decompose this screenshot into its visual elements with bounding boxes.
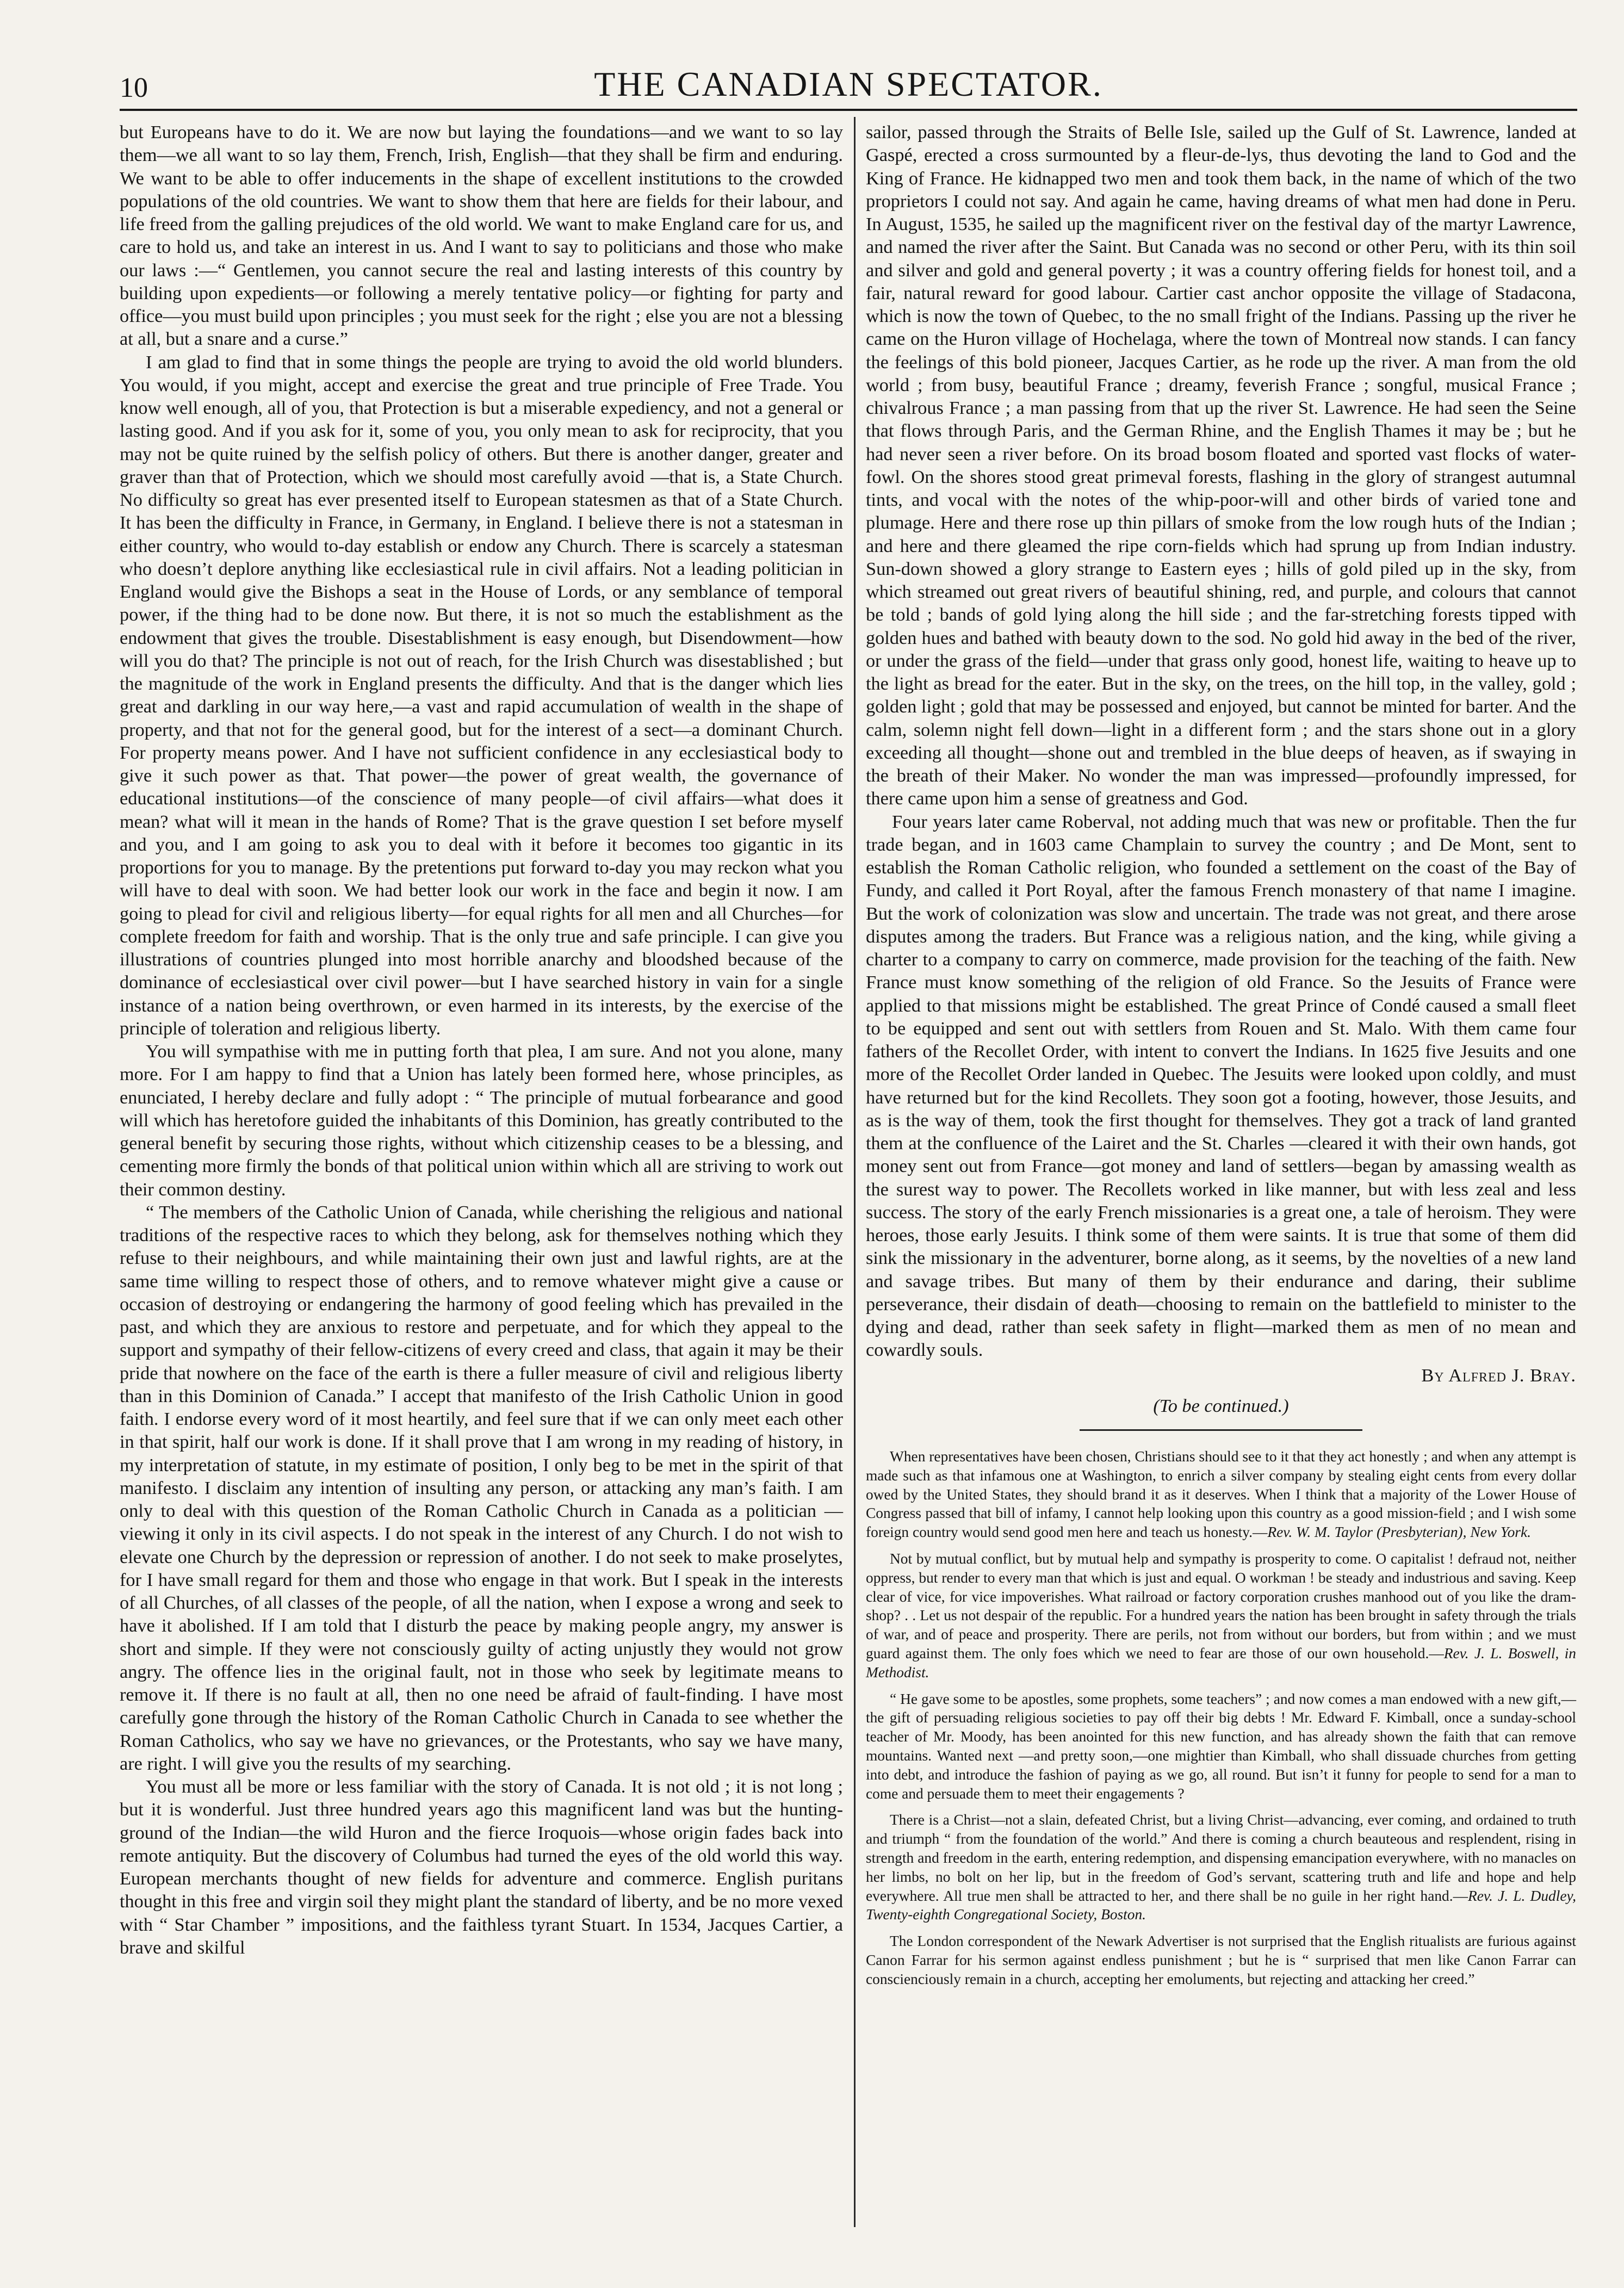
note-text: When representatives have been chosen, Christians should see to it that they act honestly ; and when any attempt is made such as that infamous one at Washington, to enrich a silver company by stealing eight cents from every dollar owed by the United States, they should brand it as it deserves. When I think that a majority of the Lower House of Congress passed that bill of infamy, I cannot help looking upon this country as a good mission-field ; and I wish some foreign country would send good men here and teach us honesty.— bbox=[866, 1448, 1576, 1541]
note-text: The London correspondent of the Newark Advertiser is not surprised that the English ritualists are furious against Canon Farrar for his sermon against endless punishment ; but he is “ surprised that men like Canon Farrar can conscienciously remain in a church, accepting her emoluments, but rejecting and attacking her creed.” bbox=[866, 1933, 1576, 1987]
note-paragraph bbox=[866, 1690, 1576, 1803]
note-paragraph bbox=[866, 1447, 1576, 1542]
section-rule bbox=[1080, 1429, 1362, 1431]
header-rule bbox=[120, 109, 1577, 111]
note-text: Not by mutual conflict, but by mutual help and sympathy is prosperity to come. O capitalist ! defraud not, neither oppress, but render to every man that which is just and equal. O workman ! be steady and industrious and saving. Keep clear of vice, for vice impoverishes. What railroad or factory corporation crushes manhood out of you like the dram-shop? . . Let us not despair of the republic. For a hundred years the nation has been brought in safety through the trials of war, and of peace and prosperity. There are perils, not from without our borders, but from within ; and we must guard against them. The only foes which we need to fear are those of our own household.— bbox=[866, 1550, 1576, 1661]
page-number: 10 bbox=[120, 72, 148, 103]
notes-section bbox=[866, 1447, 1576, 1989]
note-source: Rev. W. M. Taylor (Presbyterian), New York. bbox=[1267, 1524, 1531, 1541]
article-paragraph: You will sympathise with me in putting forth that plea, I am sure. And not you alone, many more. For I am happy to find that a Union has lately been formed here, whose principles, as enunciated, I hereby declare and fully adopt : “ The principle of mutual forbearance and good will which has heretofore guided the inhabitants of this Dominion, has greatly contributed to the general benefit by securing those rights, without which citizenship ceases to be a blessing, and cementing more firmly the bonds of that political union within which all are striving to work out their common destiny. bbox=[120, 1041, 843, 1200]
page-header bbox=[120, 64, 1577, 108]
left-column bbox=[120, 121, 843, 1959]
note-text: “ He gave some to be apostles, some prophets, some teachers” ; and now comes a man endowed with a new gift,—the gift of persuading religious societies to pay off their big debts ! Mr. Edward F. Kimball, once a sunday-school teacher of Mr. Moody, has been anointed for this new function, and has already shown the faith that can remove mountains. Wanted next —and pretty soon,—one mightier than Kimball, who shall dissuade churches from getting into debt, and introduce the fashion of paying as we go, all round. But isn’t it funny for people to send for a man to come and persuade them to meet their engagements ? bbox=[866, 1690, 1576, 1802]
note-paragraph bbox=[866, 1810, 1576, 1924]
note-source: Rev. J. L. Boswell, in Methodist. bbox=[866, 1645, 1576, 1681]
article-paragraph: I am glad to find that in some things the people are trying to avoid the old world blunders. You would, if you might, accept and exercise the great and true principle of Free Trade. You know well enough, all of you, that Protection is but a miserable expediency, and not a general or lasting good. And if you ask for it, some of you, you only mean to ask for reciprocity, that you may not be quite ruined by the selfish policy of others. But there is another danger, greater and graver than that of Protection, which we should most carefully avoid —that is, a State Church. No difficulty so great has ever presented itself to European statesmen as that of a State Church. It has been the difficulty in France, in Germany, in England. I believe there is not a statesman in either country, who would to-day establish or endow any Church. There is scarcely a statesman who doesn’t deplore anything like ecclesiastical rule in civil affairs. Not a leading politician in England would give the Bishops a seat in the House of Lords, or any semblance of temporal power, if the thing had to be done now. But there, it is not so much the establishment as the endowment that gives the trouble. Disestablishment is easy enough, but Disendowment—how will you do that? The principle is not out of reach, for the Irish Church was disestablished ; but the magnitude of the work in England presents the difficulty. And that is the danger which lies great and darkling in our way here,—a vast and rapid accumulation of wealth in the shape of property, and that not for the general good, but for the interest of a sect—a dominant Church. For property means power. And I have not sufficient confidence in any ecclesiastical body to give it such power as that. That power—the power of great wealth, the governance of educational institutions—of the conscience of many people—of civil affairs—what does it mean? what will it mean in the hands of Rome? That is the grave question I set before myself and you, and I am going to ask you to deal with it before it becomes too gigantic in its proportions for you to manage. By the pretentions put forward to-day you may reckon what you will have to deal with soon. We had better look our work in the face and begin it now. I am going to plead for civil and religious liberty—for equal rights for all men and all Churches—for complete freedom for faith and worship. That is the only true and safe principle. I can give you illustrations of countries plunged into most horrible anarchy and bloodshed because of the dominance of ecclesiastical over civil power—but I have searched history in vain for a single instance of a nation being overthrown, or even harmed in its interests, by the exercise of the principle of toleration and religious liberty. bbox=[120, 351, 843, 1039]
note-paragraph bbox=[866, 1549, 1576, 1682]
article-paragraph: sailor, passed through the Straits of Belle Isle, sailed up the Gulf of St. Lawrence, landed at Gaspé, erected a cross surmounted by a fleur-de-lys, thus devoting the land to God and the King of France. He kidnapped two men and took them back, in the name of which of the two proprietors I could not say. And again he came, having dreams of what men had done in Peru. In August, 1535, he sailed up the magnificent river on the festival day of the martyr Lawrence, and named the river after the Saint. But Canada was no second or other Peru, with its thin soil and silver and gold and general poverty ; it was a country offering fields for honest toil, and a fair, natural reward for good labour. Cartier cast anchor opposite the village of Stadacona, which is now the town of Quebec, to the no small fright of the Indians. Passing up the river he came on the Huron village of Hochelaga, where the town of Montreal now stands. I can fancy the feelings of this bold pioneer, Jacques Cartier, as he rode up the river. A man from the old world ; from busy, beautiful France ; dreamy, feverish France ; songful, musical France ; chivalrous France ; a man passing from that up the river St. Lawrence. He had seen the Seine that flows through Paris, and the German Rhine, and the English Thames it may be ; but he had never seen a river before. On its broad bosom floated and sported vast flocks of water-fowl. On the shores stood great primeval forests, flashing in the glory of strangest autumnal tints, and vocal with the notes of the whip-poor-will and other birds of varied tone and plumage. Here and there rose up thin pillars of smoke from the low rough huts of the Indian ; and here and there gleamed the ripe corn-fields which had sprung up from Indian industry. Sun-down showed a glory strange to Eastern eyes ; hills of gold piled up in the sky, from which streamed out great rivers of beautiful shining, red, and purple, and colours that cannot be told ; bands of gold lying along the hill side ; and the far-stretching forests tipped with golden hues and bathed with beauty down to the sod. No gold hid away in the bed of the river, or under the grass of the field—under that grass only good, honest life, waiting to heave up to the light as bread for the eater. But in the sky, on the trees, on the hill top, in the valley, gold ; golden light ; gold that may be possessed and enjoyed, but cannot be minted for barter. And the calm, solemn night fell down—light in a different form ; and the stars shone out in a glory exceeding all thought—shone out and trembled in the blue deeps of heaven, as if swaying in the breath of their Maker. No wonder the man was impressed—profoundly impressed, for there came upon him a sense of greatness and God. bbox=[866, 122, 1576, 809]
article-paragraph: but Europeans have to do it. We are now but laying the foundations—and we want to so lay them—we all want to so lay them, French, Irish, English—that they shall be firm and enduring. We want to be able to offer inducements in the shape of excellent institutions to the crowded populations of the old countries. We want to show them that here are fields for their labour, and life freed from the galling prejudices of the old world. We want to make England care for us, and care to hold us, and take an interest in us. And I want to say to politicians and those who make our laws :—“ Gentlemen, you cannot secure the real and lasting interests of this country by building upon expedients—or following a merely tentative policy—or fighting for party and office—you must build upon principles ; you must seek for the right ; else you are not a blessing at all, but a snare and a curse.” bbox=[120, 122, 843, 350]
column-divider bbox=[854, 117, 856, 2227]
article-paragraph: “ The members of the Catholic Union of Canada, while cherishing the religious and national traditions of the respective races to which they belong, ask for themselves nothing which they refuse to their neighbours, and while maintaining their own just and lawful rights, are at the same time willing to respect those of others, and to remove whatever might give a cause or occasion of destroying or endangering the harmony of good feeling which has prevailed in the past, and which they are anxious to restore and perpetuate, and for which they appeal to the support and sympathy of their fellow-citizens of every creed and class, that again it may be their pride that nowhere on the face of the earth is there a fuller measure of civil and religious liberty than in this Dominion of Canada.” I accept that manifesto of the Irish Catholic Union in good faith. I endorse every word of it most heartily, and feel sure that if we can only meet each other in that spirit, half our work is done. If it shall prove that I am wrong in my reading of history, in my interpretation of statute, in my estimate of position, I only beg to be met in the spirit of that manifesto. I disclaim any intention of insulting any person, or attacking any man’s faith. I am only to deal with this question of the Roman Catholic Church in Canada as a politician —viewing it only in its civil aspects. I do not speak in the interest of any Church. I do not wish to elevate one Church by the depression or repression of another. I do not seek to make proselytes, for I have small regard for them and those who engage in that work. But I speak in the interests of all Churches, of all classes of the people, of all the nation, when I expose a wrong and seek to have it abolished. If I am told that I disturb the peace by making people angry, my answer is short and simple. If they were not consciously guilty of acting unjustly they would not grow angry. The offence lies in the original fault, not in those who seek by legitimate means to remove it. If there is no fault at all, then no one need be afraid of fault-finding. I have most carefully gone through the history of the Roman Catholic Church in Canada to see whether the Roman Catholics, who say we have no grievances, or the Protestants, who say we have many, are right. I will give you the results of my searching. bbox=[120, 1201, 843, 1774]
note-source: Rev. J. L. Dudley, Twenty-eighth Congregational Society, Boston. bbox=[866, 1887, 1576, 1923]
article-paragraph: You must all be more or less familiar with the story of Canada. It is not old ; it is not long ; but it is wonderful. Just three hundred years ago this magnificent land was but the hunting-ground of the Indian—the wild Huron and the fierce Iroquois—whose origin fades back into remote antiquity. But the discovery of Columbus had turned the eyes of the old world this way. European merchants thought of new fields for adventure and commerce. English puritans thought in this free and virgin soil they might plant the standard of liberty, and be no more vexed with “ Star Chamber ” impositions, and the faithless tyrant Stuart. In 1534, Jacques Cartier, a brave and skilful bbox=[120, 1776, 843, 1958]
note-text: There is a Christ—not a slain, defeated Christ, but a living Christ—advancing, ever coming, and ordained to truth and triumph “ from the foundation of the world.” And there is coming a church beauteous and resplendent, rising in strength and freedom in the earth, entering redemption, and dispensing emancipation everywhere, with no manacles on her limbs, no bolt on her lip, but in the freedom of God’s servant, scattering truth and life and hope and help everywhere. All true men shall be attracted to her, and there shall be no guile in her right hand.— bbox=[866, 1812, 1576, 1904]
article-paragraph: Four years later came Roberval, not adding much that was new or profitable. Then the fur trade began, and in 1603 came Champlain to survey the country ; and De Mont, sent to establish the Roman Catholic religion, who founded a settlement on the coast of the Bay of Fundy, and called it Port Royal, after the famous French monastery of that name I imagine. But the work of colonization was slow and uncertain. The trade was not great, and there arose disputes among the traders. But France was a religious nation, and the king, while giving a charter to a company to carry on commerce, made provision for the teaching of the faith. New France must know something of the religion of old France. So the Jesuits of France were applied to that missions might be established. The great Prince of Condé caused a small fleet to be equipped and sent out with settlers from Rouen and St. Malo. With them came four fathers of the Recollet Order, with intent to convert the Indians. In 1625 five Jesuits and one more of the Recollet Order landed in Quebec. The Jesuits were looked upon coldly, and must have returned but for the kind Recollets. They soon got a footing, however, those Jesuits, and as is the way of them, took the first thought for themselves. They got a track of land granted them at the confluence of the Lairet and the St. Charles —cleared it with their own hands, got money sent out from France—got money and land of settlers—began by amassing wealth as the surest way to power. The Recollets worked in like manner, but with less zeal and less success. The story of the early French missionaries is a great one, a tale of heroism. They were heroes, those early Jesuits. I think some of them were saints. It is true that some of them did sink the missionary in the adventurer, borne along, as it seems, by the novelties of a new land and savage tribes. But many of them by their endurance and daring, their sublime perseverance, their disdain of death—choosing to remain on the battlefield to minister to the dying and dead, rather than seek safety in flight—marked them as men of no mean and cowardly souls. bbox=[866, 811, 1576, 1361]
byline: By Alfred J. Bray. bbox=[1421, 1365, 1576, 1386]
masthead-title: THE CANADIAN SPECTATOR. bbox=[594, 65, 1103, 103]
continued-note: (To be continued.) bbox=[1153, 1395, 1289, 1416]
note-paragraph bbox=[866, 1932, 1576, 1988]
right-column bbox=[866, 121, 1576, 1996]
